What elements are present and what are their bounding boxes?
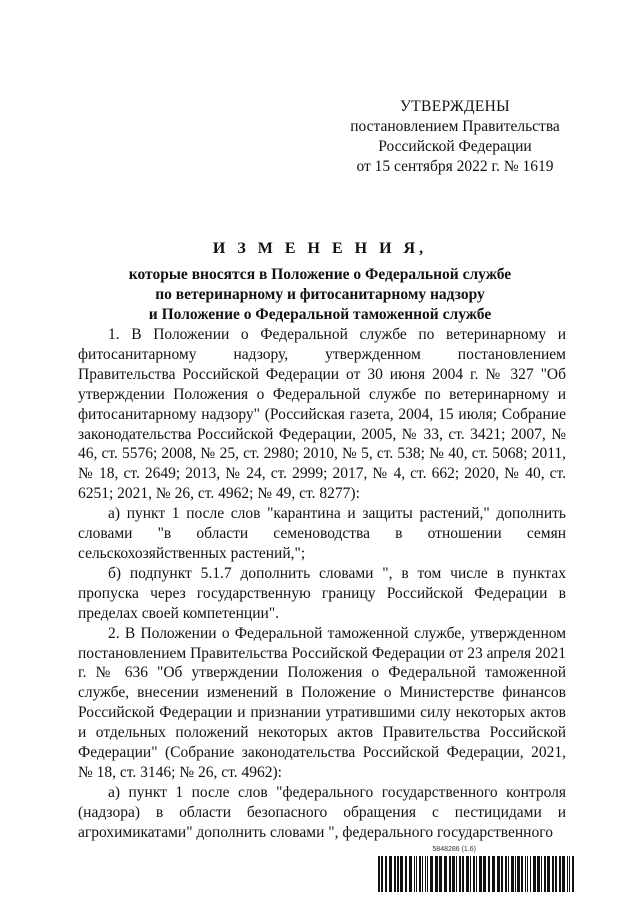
subtitle-line-1: которые вносятся в Положение о Федеральной службе [128, 266, 512, 283]
approval-line-1: постановлением Правительства [350, 118, 560, 135]
barcode-icon [378, 856, 578, 892]
approval-stamp [330, 97, 580, 177]
paragraph-1: 1. В Положении о Федеральной службе по ветеринарному и фитосанитарному надзору, утвержденном постановлением Правительства Российской Федерации от 30 июня 2004 г. № 327 "Об утверждении Положения о Федеральной службе по ветеринарному и фитосанитарному надзору" (Российская газета, 2004, 15 июля; Собрание законодательства Российской Федерации, 2005, № 33, ст. 3421; 2007, № 46, ст. 5576; 2008, № 25, ст. 2980; 2010, № 5, ст. 538; № 40, ст. 5068; 2011, № 18, ст. 2649; 2013, № 24, ст. 2999; 2017, № 4, ст. 662; 2020, № 40, ст. 6251; 2021, № 26, ст. 4962; № 49, ст. 8277): [78, 326, 566, 503]
barcode [378, 846, 578, 894]
approval-line-2: Российской Федерации [378, 138, 532, 155]
paragraph-1b: б) подпункт 5.1.7 дополнить словами ", в том числе в пунктах пропуска через государственную границу Российской Федерации в пределах своей компетенции". [78, 564, 566, 622]
document-title: И З М Е Н Е Н И Я, [212, 240, 428, 257]
barcode-label: 5848286 (1.6) [432, 846, 476, 853]
document-subtitle [0, 265, 640, 325]
paragraph-2: 2. В Положении о Федеральной таможенной службе, утвержденном постановлением Правительства Российской Федерации от 23 апреля 2021 г. № 636 "Об утверждении Положения о Федеральной таможенной службе, внесении изменений в Положение о Министерстве финансов Российской Федерации и признании утратившими силу некоторых актов и отдельных положений некоторых актов Правительства Российской Федерации" (Собрание законодательства Российской Федерации, 2021, № 18, ст. 3146; № 26, ст. 4962): [78, 624, 566, 781]
document-body [78, 325, 566, 843]
paragraph-2a: а) пункт 1 после слов "федерального государственного контроля (надзора) в области безопасного обращения с пестицидами и агрохимикатами" дополнить словами ", федерального государственного [78, 783, 566, 841]
paragraph-1a: а) пункт 1 после слов "карантина и защиты растений," дополнить словами "в области семеноводства в отношении семян сельскохозяйственных растений,"; [78, 505, 566, 562]
subtitle-line-2: по ветеринарному и фитосанитарному надзору [155, 286, 485, 303]
subtitle-line-3: и Положение о Федеральной таможенной службе [148, 306, 492, 323]
approval-heading: УТВЕРЖДЕНЫ [400, 98, 510, 115]
approval-line-3: от 15 сентября 2022 г. № 1619 [356, 158, 554, 175]
